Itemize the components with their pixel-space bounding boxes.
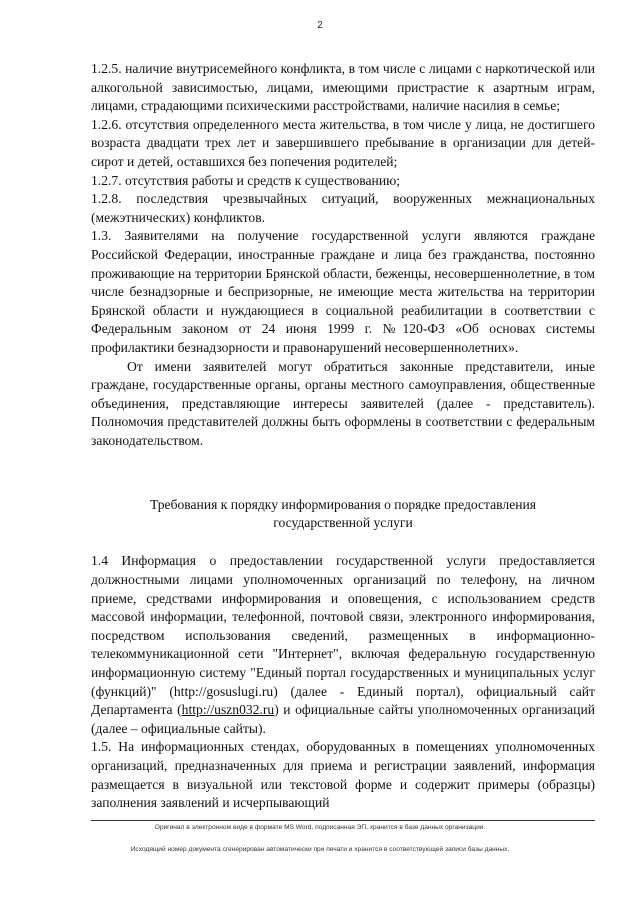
footer-divider [91,820,595,821]
paragraph-1-2-8: 1.2.8. последствия чрезвычайных ситуаций, вооруженных межнациональных (межэтнических) конфликтов. [91,191,595,225]
paragraph-1-4-text-start: 1.4 Информация о предоставлении государственной услуги предоставляется должностными лицами уполномоченных организаций по телефону, на личном приеме, средствами информирования и оповещения, с использованием средств массовой информации, телефонной, почтовой связи, электронного информирования, посредством использования сведений, размещенных в информационно-телекоммуникационной сети "Интернет", включая федеральную государственную информационную систему "Единый портал государственных и муниципальных услуг (функций)" (http://gosuslugi.ru) (далее - Единый портал), официальный сайт Департамента ( [91,553,595,718]
department-site-link[interactable]: http://uszn032.ru [181,702,275,718]
footer-outgoing-number-note: Исходящий номер документа сгенерирован автоматически при печати и хранится в соответствующей записи базы данных. [130,846,510,853]
section-spacer [91,450,595,476]
paragraph-representatives: От имени заявителей могут обратиться законные представители, иные граждане, государственные органы, органы местного самоуправления, общественные объединения, представляющие интересы заявителей (далее - представитель). Полномочия представителей должны быть оформлены в соответствии с федеральным законодательством. [91,358,595,448]
paragraph-1-4 [91,552,595,738]
document-body [91,60,595,813]
paragraph-1-2-6: 1.2.6. отсутствия определенного места жительства, в том числе у лица, не достигшего возраста двадцати трех лет и завершившего пребывание в организации для детей-сирот и детей, оставшихся без попечения родителей; [91,116,595,169]
paragraph-1-2-5: 1.2.5. наличие внутрисемейного конфликта, в том числе с лицами с наркотической или алкогольной зависимостью, лицами, имеющими пристрастие к азартным играм, лицами, страдающими психическими расстройствами, наличие насилия в семье; [91,61,595,114]
footer-original-note: Оригинал в электронном виде в формате MS Word, подписанная ЭП, хранится в базе данных организации. [154,824,486,831]
section-heading-line-1: Требования к порядку информирования о порядке предоставления [149,497,537,513]
paragraph-1-2-7: 1.2.7. отсутствия работы и средств к существованию; [91,172,401,188]
section-heading [91,496,595,532]
paragraph-1-4-text-end: ) и официальные сайты уполномоченных организаций (далее – официальные сайты). [91,702,596,736]
paragraph-1-3: 1.3. Заявителями на получение государственной услуги являются граждане Российской Федерации, иностранные граждане и лица без гражданства, постоянно проживающие на территории Брянской области, беженцы, несовершеннолетние, в том числе безнадзорные и беспризорные, не имеющие места жительства на территории Брянской области и нуждающиеся в социальной реабилитации в соответствии с Федеральным законом от 24 июня 1999 г. №120-ФЗ «Об основах системы профилактики безнадзорности и правонарушений несовершеннолетних». [91,228,595,355]
heading-spacer [91,532,595,552]
section-heading-line-2: государственной услуги [273,515,413,531]
paragraph-1-5: 1.5. На информационных стендах, оборудованных в помещениях уполномоченных организаций, предназначенных для приема и регистрации заявлений, информация размещается в визуальной или текстовой форме и содержит примеры (образцы) заполнения заявлений и исчерпывающий [91,739,595,811]
page-number: 2 [317,20,323,31]
